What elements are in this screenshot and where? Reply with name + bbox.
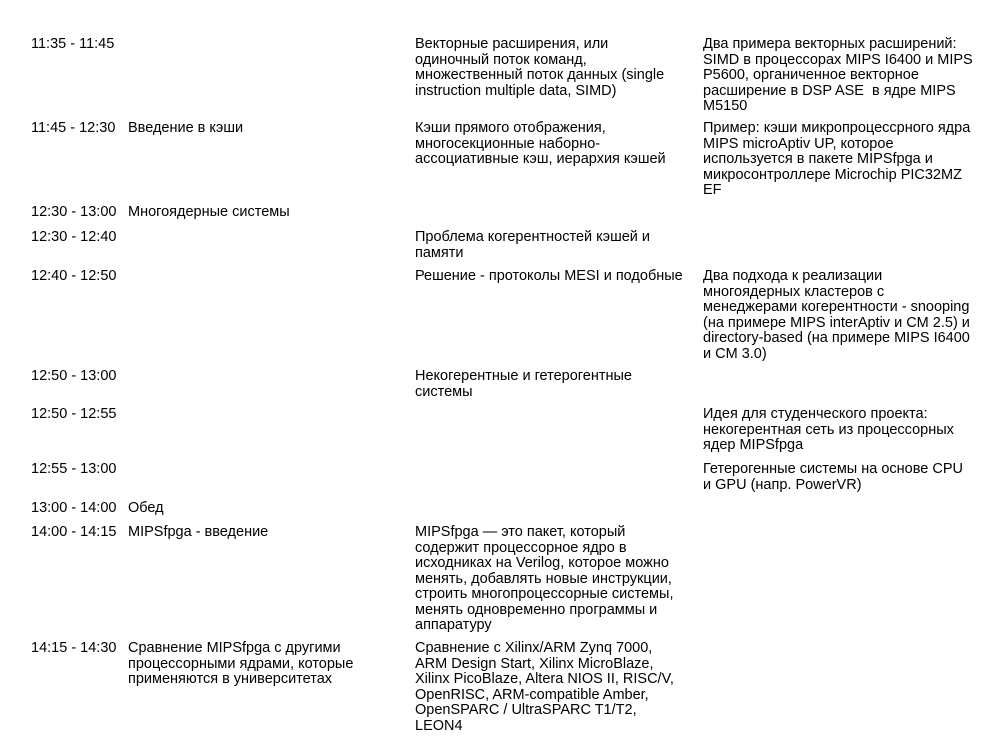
description-cell: Сравнение с Xilinx/ARM Zynq 7000, ARM Design Start, Xilinx MicroBlaze, Xilinx PicoBlaze, Altera NIOS II, RISC/V, OpenRISC, ARM-compatible Amber, OpenSPARC / UltraSPARC T1/T2, LEON4	[415, 640, 674, 734]
time-cell: 12:30 - 12:40	[31, 229, 117, 245]
example-cell: Идея для студенческого проекта: некогерентная сеть из процессорных ядер MIPSfpga	[703, 406, 954, 453]
topic-cell: Обед	[128, 500, 164, 516]
time-cell: 12:40 - 12:50	[31, 268, 117, 284]
time-cell: 14:15 - 14:30	[31, 640, 117, 656]
topic-cell: Многоядерные системы	[128, 204, 290, 220]
time-cell: 11:35 - 11:45	[31, 36, 115, 52]
time-cell: 14:00 - 14:15	[31, 524, 117, 540]
time-cell: 12:50 - 12:55	[31, 406, 117, 422]
topic-cell: MIPSfpga - введение	[128, 524, 269, 540]
topic-cell: Введение в кэши	[128, 120, 244, 136]
description-cell: Проблема когерентностей кэшей и памяти	[415, 229, 650, 261]
description-cell: Некогерентные и гетерогентные системы	[415, 368, 632, 400]
example-cell: Гетерогенные системы на основе CPU и GPU (напр. PowerVR)	[703, 461, 963, 493]
time-cell: 12:30 - 13:00	[31, 204, 117, 220]
example-cell: Пример: кэши микропроцессрного ядра MIPS microAptiv UP, которое используется в пакете MIPSfpga и микросонтроллере Microchip PIC32MZ EF	[703, 120, 971, 198]
description-cell: MIPSfpga — это пакет, который содержит процессорное ядро в исходниках на Verilog, которое можно менять, добавлять новые инструкции, строить многопроцессорные системы, менять одновременно программы и аппаратуру	[415, 524, 674, 633]
time-cell: 11:45 - 12:30	[31, 120, 116, 136]
example-cell: Два примера векторных расширений: SIMD в процессорах MIPS I6400 и MIPS P5600, органиченное векторное расширение в DSP ASE в ядре MIPS M5150	[703, 36, 973, 114]
time-cell: 13:00 - 14:00	[31, 500, 117, 516]
time-cell: 12:55 - 13:00	[31, 461, 117, 477]
description-cell: Решение - протоколы MESI и подобные	[415, 268, 683, 284]
time-cell: 12:50 - 13:00	[31, 368, 117, 384]
description-cell: Кэши прямого отображения, многосекционные наборно- ассоциативные кэш, иерархия кэшей	[415, 120, 666, 167]
example-cell: Два подхода к реализации многоядерных кластеров с менеджерами когерентности - snooping (на примере MIPS interAptiv и CM 2.5) и directory-based (на примере MIPS I6400 и CM 3.0)	[703, 268, 970, 362]
topic-cell: Сравнение MIPSfpga с другими процессорными ядрами, которые применяются в университетах	[128, 640, 354, 687]
description-cell: Векторные расширения, или одиночный поток команд, множественный поток данных (single instruction multiple data, SIMD)	[415, 36, 665, 99]
